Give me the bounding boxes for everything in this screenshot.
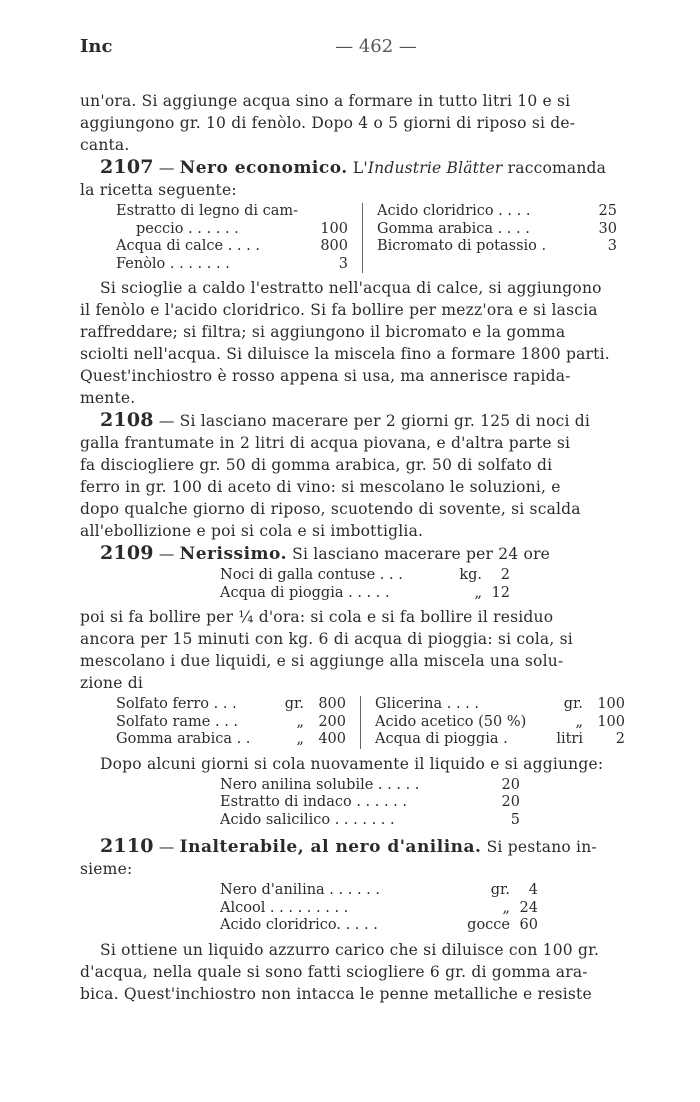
body-line: il fenòlo e l'acido cloridrico. Si fa bollire per mezz'ora e si lascia: [80, 301, 598, 319]
ingredient-unit: gr.: [284, 696, 304, 712]
recipe-number: 2109: [100, 542, 154, 564]
ingredient-unit: gr.: [490, 882, 510, 898]
ingredients-2109-b: [116, 696, 672, 749]
recipe-2108-heading: [80, 409, 672, 432]
ingredients-right: [360, 696, 625, 749]
ingredient-row: [220, 812, 520, 830]
ingredient-row: [220, 794, 520, 812]
ingredient-qty: 4: [528, 882, 538, 898]
ingredient-qty: 400: [318, 731, 346, 747]
ingredient-name: Estratto di indaco . . . . . .: [220, 794, 408, 810]
ingredient-qty: 60: [519, 917, 538, 933]
ingredient-qty: 100: [597, 713, 625, 730]
ingredient-row: [116, 714, 346, 732]
ingredient-unit: „: [296, 731, 304, 747]
ingredient-name: Nero d'anilina . . . . . .: [220, 882, 380, 898]
body-line: mente.: [80, 389, 136, 407]
ingredient-row: [220, 917, 538, 935]
body-line: Si scioglie a caldo l'estratto nell'acqua di calce, si aggiungono: [100, 279, 602, 297]
ingredient-name: Gomma arabica . . . .: [377, 220, 530, 237]
intro-line: aggiungono gr. 10 di fenòlo. Dopo 4 o 5 giorni di riposo si de-: [80, 114, 576, 132]
body-line: all'ebollizione e poi si cola e si imbottiglia.: [80, 522, 424, 540]
ingredient-name: Acido acetico (50 %): [375, 713, 527, 730]
ingredient-row: [377, 203, 617, 221]
ingredient-qty: 100: [597, 696, 625, 712]
ingredient-name: peccio . . . . . .: [136, 220, 239, 237]
ingredient-name: Acqua di pioggia .: [375, 731, 508, 747]
ingredient-row: [377, 221, 617, 239]
body-line: ferro in gr. 100 di aceto di vino: si mescolano le soluzioni, e: [80, 478, 561, 496]
ingredient-name: Acqua di calce . . . .: [116, 238, 260, 254]
heading-text: L': [352, 159, 368, 177]
ingredient-row: [116, 731, 346, 749]
ingredient-unit: „: [502, 899, 510, 916]
page-number: — 462 —: [335, 36, 417, 57]
body-line: sciolti nell'acqua. Si diluisce la miscela fino a formare 1800 parti.: [80, 345, 610, 363]
ingredient-name: Solfato ferro . . .: [116, 696, 237, 712]
recipe-intro-line: sieme:: [80, 860, 133, 878]
ingredient-qty: 200: [318, 713, 346, 730]
heading-text: raccomanda: [502, 159, 607, 177]
recipe-title: Nero economico.: [179, 158, 348, 178]
ingredient-row: [220, 777, 520, 795]
ingredients-left: [116, 696, 360, 749]
ingredient-qty: [342, 203, 348, 221]
ingredient-unit: gr.: [563, 696, 583, 712]
ingredient-row: [375, 696, 625, 714]
ingredients-2110: [220, 882, 538, 935]
ingredient-name: Solfato rame . . .: [116, 713, 239, 730]
ingredients-right: [362, 203, 617, 273]
recipe-2109-heading: [80, 542, 672, 565]
recipe-title: Nerissimo.: [179, 544, 287, 564]
ingredients-left: [116, 203, 362, 273]
ingredient-qty: 20: [501, 776, 520, 793]
ingredient-name: Estratto di legno di cam-: [116, 203, 299, 219]
ingredient-unit: „: [474, 584, 482, 601]
ingredient-name: Bicromato di potassio .: [377, 238, 547, 254]
ingredient-unit: gocce: [467, 917, 510, 933]
body-line: Dopo alcuni giorni si cola nuovamente il liquido e si aggiunge:: [100, 754, 604, 773]
dash: —: [158, 545, 175, 563]
ingredients-2109-c: [220, 777, 520, 830]
body-line: zione di: [80, 674, 144, 692]
recipe-2110-heading: [80, 835, 672, 858]
ingredient-name: Gomma arabica . .: [116, 731, 251, 747]
ingredient-unit: „: [575, 713, 583, 730]
ingredient-unit: litri: [556, 731, 583, 747]
ingredient-name: Fenòlo . . . . . . .: [116, 255, 230, 272]
ingredient-row: [377, 238, 617, 256]
intro-line: canta.: [80, 136, 130, 154]
recipe-title: Inalterabile, al nero d'anilina.: [179, 837, 482, 857]
body-line: galla frantumate in 2 litri di acqua piovana, e d'altra parte si: [80, 434, 571, 452]
ingredient-name: Acido salicilico . . . . . . .: [220, 811, 395, 828]
body-line: dopo qualche giorno di riposo, scuotendo di sovente, si scalda: [80, 500, 581, 518]
ingredient-qty: 800: [318, 696, 346, 712]
body-line: poi si fa bollire per ¼ d'ora: si cola e si fa bollire il residuo: [80, 608, 554, 626]
ingredient-qty: 800: [320, 238, 348, 254]
ingredient-row: [220, 900, 538, 918]
body-line: Si ottiene un liquido azzurro carico che si diluisce con 100 gr.: [100, 940, 600, 959]
ingredient-name: Acido cloridrico . . . .: [377, 203, 531, 219]
ingredient-qty: 30: [598, 220, 617, 237]
running-head: Inc: [80, 36, 113, 57]
ingredient-qty: 3: [338, 255, 348, 272]
recipe-intro-line: la ricetta seguente:: [80, 181, 237, 199]
body-text: — Si lasciano macerare per 2 giorni gr. 125 di noci di: [158, 412, 591, 430]
ingredient-unit: kg.: [459, 567, 482, 583]
ingredient-qty: 12: [491, 584, 510, 601]
recipe-number: 2108: [100, 409, 154, 431]
ingredient-name: Glicerina . . . .: [375, 696, 479, 712]
body-line: mescolano i due liquidi, e si aggiunge alla miscela una solu-: [80, 652, 564, 670]
ingredient-row: [375, 714, 625, 732]
ingredient-row: [116, 221, 348, 239]
heading-text: Si pestano in-: [481, 838, 597, 856]
intro-line: un'ora. Si aggiunge acqua sino a formare in tutto litri 10 e si: [80, 92, 571, 110]
ingredients-2109-a: [220, 567, 510, 602]
recipe-number: 2107: [100, 156, 154, 178]
ingredient-row: [375, 731, 625, 749]
ingredient-row: [220, 585, 510, 603]
ingredient-qty: 3: [607, 238, 617, 254]
ingredient-name: Alcool . . . . . . . . .: [220, 899, 349, 916]
body-line: fa disciogliere gr. 50 di gomma arabica, gr. 50 di solfato di: [80, 456, 553, 474]
body-line: Quest'inchiostro è rosso appena si usa, ma annerisce rapida-: [80, 367, 571, 385]
ingredient-unit: „: [296, 713, 304, 730]
source-title: Industrie Blätter: [367, 159, 503, 177]
ingredient-name: Acido cloridrico. . . . .: [220, 917, 378, 933]
ingredient-name: Acqua di pioggia . . . . .: [220, 584, 390, 601]
ingredient-qty: 25: [598, 203, 617, 219]
ingredient-row: [116, 256, 348, 274]
body-line: ancora per 15 minuti con kg. 6 di acqua di pioggia: si cola, si: [80, 630, 573, 648]
recipe-2107-heading: [80, 156, 672, 179]
ingredient-row: [220, 882, 538, 900]
ingredient-qty: 5: [510, 811, 520, 828]
heading-text: Si lasciano macerare per 24 ore: [287, 545, 551, 563]
body-line: raffreddare; si filtra; si aggiungono il bicromato e la gomma: [80, 323, 566, 341]
ingredient-qty: 100: [320, 220, 348, 237]
ingredient-row: [116, 238, 348, 256]
ingredient-row: [116, 203, 348, 221]
ingredient-row: [116, 696, 346, 714]
page-header: [80, 36, 672, 60]
dash: —: [158, 159, 175, 177]
page-body: [80, 90, 672, 1005]
ingredient-qty: 2: [615, 731, 625, 747]
ingredients-2107: [116, 203, 672, 273]
dash: —: [158, 838, 175, 856]
ingredient-qty: 24: [519, 899, 538, 916]
body-line: bica. Quest'inchiostro non intacca le penne metalliche e resiste: [80, 984, 592, 1003]
ingredient-name: Nero anilina solubile . . . . .: [220, 776, 420, 793]
body-line: d'acqua, nella quale si sono fatti sciogliere 6 gr. di gomma ara-: [80, 962, 588, 981]
ingredient-row: [220, 567, 510, 585]
ingredient-name: Noci di galla contuse . . .: [220, 567, 403, 583]
ingredient-qty: 2: [500, 567, 510, 583]
ingredient-qty: 20: [501, 794, 520, 810]
recipe-number: 2110: [100, 835, 154, 857]
